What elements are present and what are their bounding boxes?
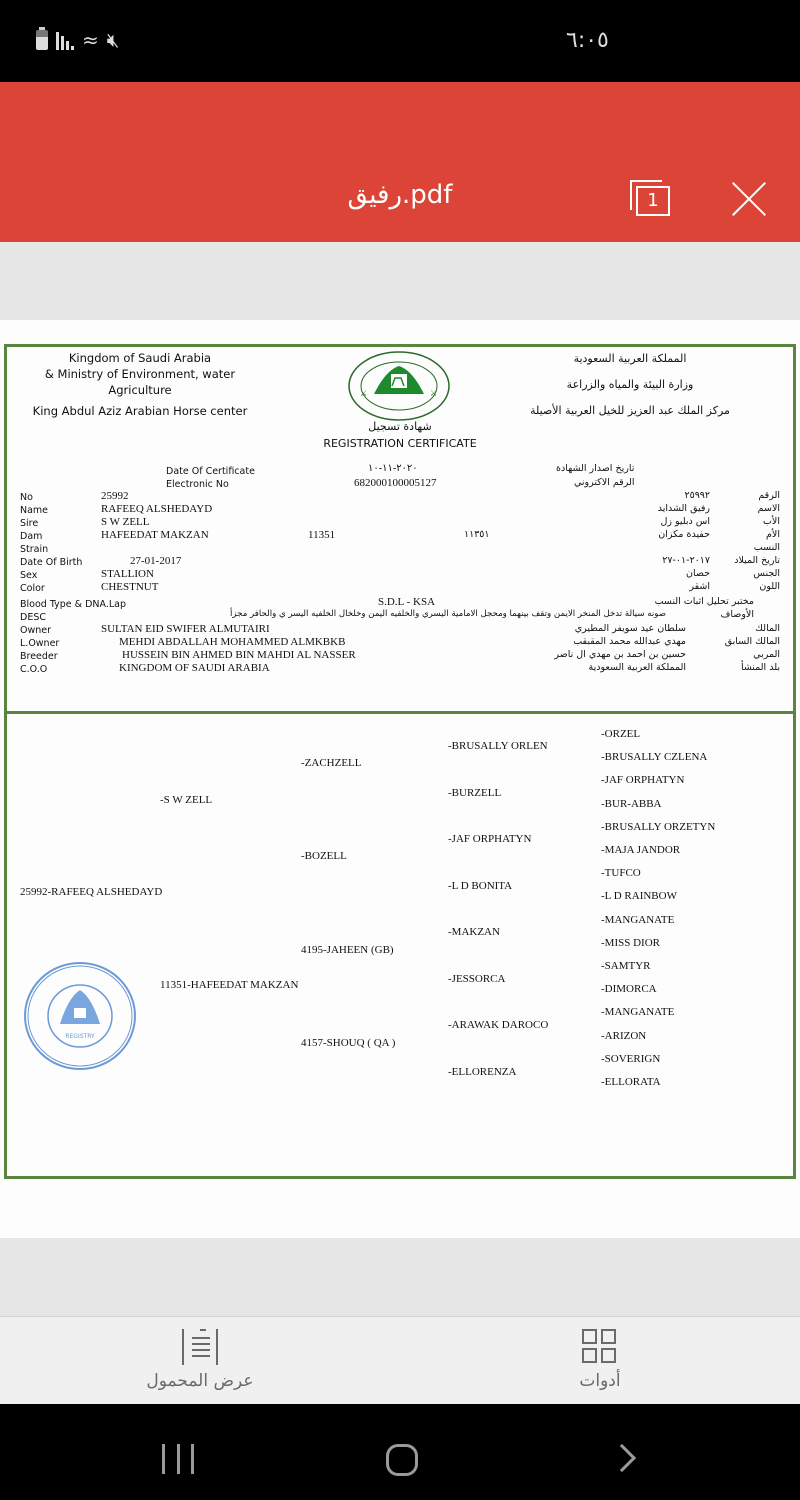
stamp-text: REGISTRY [65, 1033, 95, 1040]
field-value-ar: اشقر [689, 581, 710, 592]
home-button[interactable] [386, 1444, 418, 1476]
field-value-ar: ٢٠١٧-٠١-٢٧ [662, 555, 710, 566]
clock: ٦:٠٥ [566, 28, 609, 53]
field-value-en: STALLION [101, 568, 154, 580]
owner-label-en: L.Owner [20, 638, 60, 649]
status-bar [0, 0, 800, 82]
field-label-en: Color [20, 583, 45, 594]
signal-icon [56, 30, 74, 50]
owner-value-ar: مهدي عبدالله محمد المقبقب [573, 636, 686, 647]
ministry-logo [346, 348, 452, 426]
owner-label-ar: المالك [755, 623, 780, 634]
field-label-en: Sex [20, 570, 38, 581]
field-label-en: Sire [20, 518, 39, 529]
field-label-ar: الرقم [758, 490, 780, 501]
header-en-line3: Agriculture [108, 383, 172, 397]
app-bar [0, 82, 800, 242]
field-label-en: Name [20, 505, 49, 516]
mobile-view-button[interactable] [100, 1329, 300, 1391]
pedigree-gen4: -L D RAINBOW [601, 890, 677, 903]
owner-label-en: Breeder [20, 651, 58, 662]
desc-label: DESC [20, 612, 46, 623]
owner-label-ar: المربي [753, 649, 780, 660]
pedigree-gen3: -BRUSALLY ORLEN [448, 740, 548, 752]
tools-label: أدوات [579, 1371, 621, 1391]
pedigree-gen3: -MAKZAN [448, 926, 500, 938]
pedigree-gen3: -L D BONITA [448, 880, 513, 892]
pedigree-gen4: -MANGANATE [601, 913, 675, 926]
mobile-view-label: عرض المحمول [146, 1371, 254, 1391]
pedigree-gen3: -JESSORCA [448, 973, 506, 985]
pedigree-gen4: -JAF ORPHATYN [601, 774, 685, 787]
field-value-ar: رفيق الشدايد [657, 503, 710, 514]
owner-label-ar: المالك السابق [724, 636, 780, 647]
owner-value-ar: حسين بن احمد بن مهدي ال ناصر [554, 649, 686, 660]
pedigree-gen2: -ZACHZELL [301, 757, 362, 769]
pdf-viewer[interactable] [0, 242, 800, 1316]
pedigree-gen4: -DIMORCA [601, 983, 657, 996]
pedigree-gen4: -TUFCO [601, 867, 641, 880]
field-label-ar: الاسم [757, 503, 780, 514]
field-value-en: S W ZELL [101, 516, 150, 528]
owner-label-en: Owner [20, 625, 52, 636]
pedigree-gen4: -ORZEL [601, 728, 641, 740]
pdf-page [0, 320, 800, 1238]
header-ar-line1: المملكة العربية السعودية [573, 352, 687, 365]
owner-value-ar: سلطان عيد سويفر المطيري [574, 623, 686, 634]
date-of-certificate-label-ar: تاريخ اصدار الشهادة [556, 463, 635, 474]
certificate-title-en: REGISTRATION CERTIFICATE [323, 437, 477, 450]
blood-type-value: S.D.L - KSA [378, 596, 436, 608]
field-value-en: 27-01-2017 [130, 555, 182, 567]
electronic-no-label: Electronic No [166, 479, 229, 490]
date-of-certificate-value: ٢٠٢٠-١١-١٠ [368, 463, 418, 474]
header-ar-line2: وزارة البيئة والمياه والزراعة [566, 378, 694, 391]
electronic-no-label-ar: الرقم الاكتروني [574, 477, 635, 488]
header-ar-line3: مركز الملك عبد العزيز للخيل العربية الأصيلة [530, 404, 730, 417]
system-nav-bar [0, 1404, 800, 1500]
page-count: 1 [636, 186, 670, 216]
pedigree-gen4: -BRUSALLY ORZETYN [601, 820, 716, 833]
header-en-line4: King Abdul Aziz Arabian Horse center [32, 404, 248, 418]
field-value-ar: ٢٥٩٩٢ [684, 490, 710, 501]
grid-tools-icon [582, 1329, 618, 1365]
pedigree-gen4: -MISS DIOR [601, 936, 660, 949]
field-value-en: HAFEEDAT MAKZAN [101, 529, 209, 541]
pedigree-gen3: -ELLORENZA [448, 1066, 517, 1078]
pedigree-gen4: -MAJA JANDOR [601, 844, 681, 856]
pedigree-gen2: 4157-SHOUQ ( QA ) [301, 1037, 396, 1049]
field-label-en: Dam [20, 531, 43, 542]
field-value-ar: اس دبليو زل [660, 516, 710, 527]
owner-value-en: MEHDI ABDALLAH MOHAMMED ALMKBKB [119, 636, 346, 648]
owner-value-en: KINGDOM OF SAUDI ARABIA [119, 662, 270, 674]
close-button[interactable] [730, 180, 768, 218]
wifi-icon: ≈ [82, 28, 99, 52]
field-value-en: 25992 [101, 490, 129, 502]
owner-label-en: C.O.O [20, 664, 48, 675]
bottom-action-bar [0, 1316, 800, 1404]
owner-value-ar: المملكة العربية السعودية [588, 662, 686, 673]
pedigree-gen4: -ARIZON [601, 1029, 647, 1042]
field-label-ar: الجنس [753, 568, 780, 579]
field-label-en: No [20, 492, 33, 503]
field-label-ar: تاريخ الميلاد [734, 555, 780, 566]
pedigree-gen1: -S W ZELL [160, 794, 213, 806]
certificate-title-ar: شهادة تسجيل [368, 420, 432, 433]
svg-text:⚔: ⚔ [430, 389, 438, 398]
electronic-no-value: 682000100005127 [354, 477, 437, 489]
owner-value-en: SULTAN EID SWIFER ALMUTAIRI [101, 623, 270, 635]
battery-icon [36, 30, 48, 50]
registry-stamp [22, 960, 138, 1072]
svg-text:⚔: ⚔ [360, 389, 368, 398]
pedigree-gen4: -SOVERIGN [601, 1052, 661, 1065]
field-label-ar: الأم [766, 529, 780, 540]
document-view-icon [182, 1329, 218, 1365]
pedigree-gen2: 4195-JAHEEN (GB) [301, 944, 394, 956]
field-extra-ar: ١١٣٥١ [464, 529, 490, 540]
back-button[interactable] [608, 1444, 636, 1472]
date-of-certificate-label: Date Of Certificate [166, 466, 255, 477]
desc-value: صونه سيالة تدخل المنخر الايمن وتقف بينهما ومحجل الامامية اليسري والخلفيه اليمن وخلخال الخلفيه اليسر ي والحافر مجزأ [230, 609, 666, 619]
pedigree-gen4: -MANGANATE [601, 1006, 675, 1019]
pedigree-gen3: -BURZELL [448, 787, 502, 799]
header-en-line2: & Ministry of Environment, water [44, 367, 236, 381]
blood-type-label-ar: مختبر تحليل اثبات النسب [654, 596, 754, 607]
owner-value-en: HUSSEIN BIN AHMED BIN MAHDI AL NASSER [122, 649, 356, 661]
pedigree-subject: 25992-RAFEEQ ALSHEDAYD [20, 886, 163, 898]
document-title: رفيق.pdf [347, 180, 453, 210]
page-count-button[interactable] [630, 180, 672, 216]
pedigree-gen4: -SAMTYR [601, 960, 651, 972]
blood-type-label: Blood Type & DNA.Lap [20, 599, 127, 610]
owner-label-ar: بلد المنشأ [740, 662, 780, 673]
field-label-en: Date Of Birth [20, 557, 83, 568]
pedigree-gen4: -BUR-ABBA [601, 797, 662, 810]
mute-icon: 🔇︎ [106, 28, 120, 52]
pedigree-gen3: -JAF ORPHATYN [448, 833, 532, 845]
tools-button[interactable] [500, 1329, 700, 1391]
field-extra-en: 11351 [308, 529, 336, 541]
recent-apps-button[interactable] [162, 1444, 194, 1474]
field-value-en: RAFEEQ ALSHEDAYD [101, 503, 213, 515]
pedigree-gen4: -BRUSALLY CZLENA [601, 751, 708, 764]
field-label-ar: الأب [762, 516, 780, 527]
pedigree-gen1: 11351-HAFEEDAT MAKZAN [160, 979, 299, 991]
pedigree-gen3: -ARAWAK DAROCO [448, 1019, 549, 1031]
field-label-ar: اللون [759, 581, 780, 592]
field-label-en: Strain [20, 544, 49, 555]
pedigree-gen2: -BOZELL [301, 850, 347, 862]
desc-label-ar: الأوصاف [720, 609, 754, 620]
header-arabic [490, 346, 770, 424]
pedigree-gen4: -ELLORATA [601, 1076, 661, 1088]
header-english [20, 350, 260, 419]
section-divider [4, 711, 796, 714]
field-value-en: CHESTNUT [101, 581, 159, 593]
header-en-line1: Kingdom of Saudi Arabia [68, 351, 212, 365]
field-value-ar: حفيدة مكزان [658, 529, 710, 540]
field-value-ar: حصان [686, 568, 710, 579]
field-label-ar: النسب [753, 542, 780, 553]
